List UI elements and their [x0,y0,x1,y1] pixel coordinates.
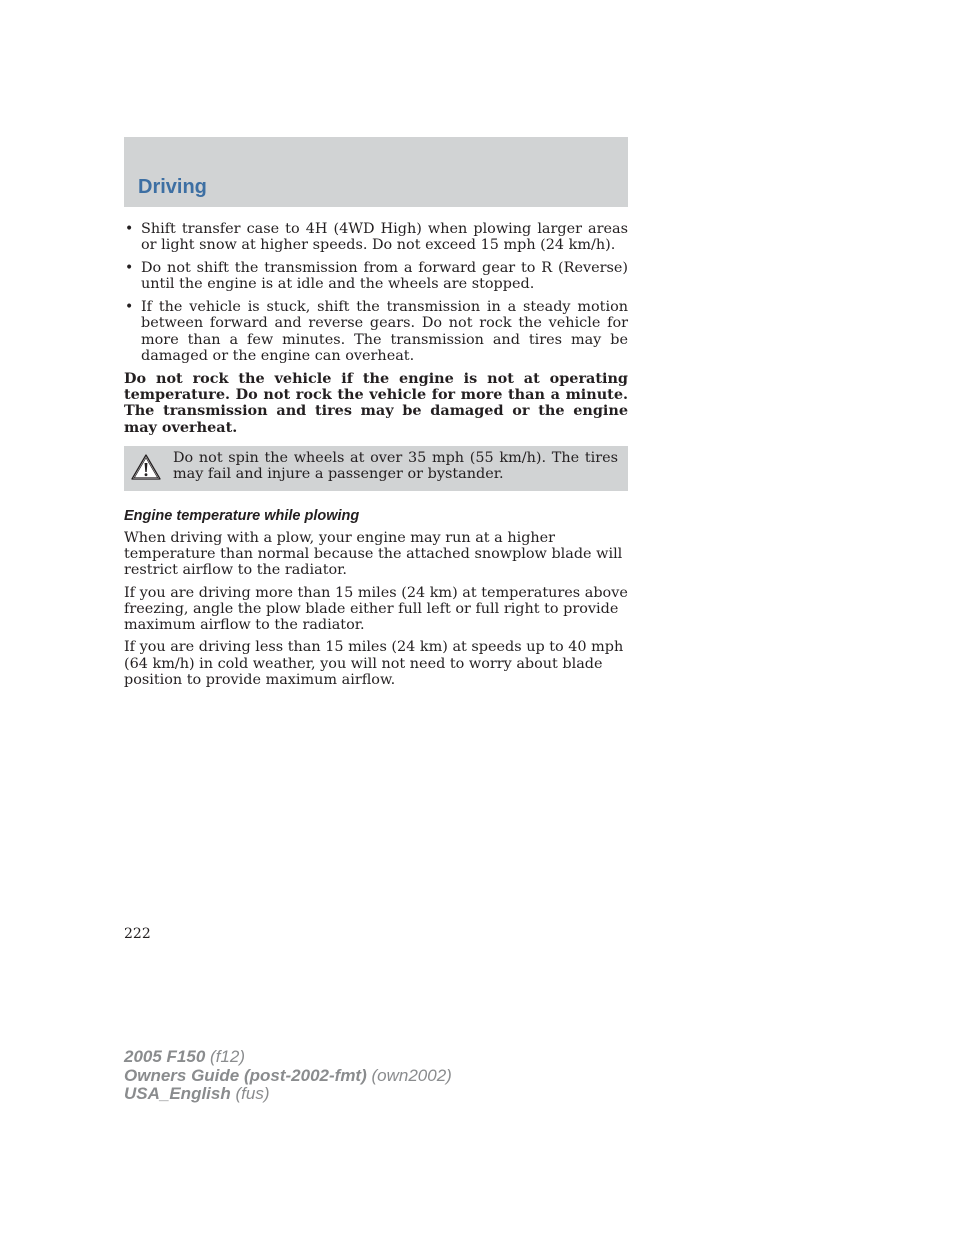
page-number: 222 [124,926,151,942]
footer-language: USA_English [124,1084,231,1103]
document-footer [124,1048,452,1104]
footer-line [124,1085,452,1104]
warning-text: Do not spin the wheels at over 35 mph (55 km/h). The tires may fail and injure a passenger or bystander. [173,450,618,483]
bullet-text: Do not shift the transmission from a forward gear to R (Reverse) until the engine is at idle and the wheels are stopped. [141,260,628,293]
footer-language-code: (fus) [235,1084,270,1103]
warning-box [124,446,628,491]
bullet-text: Shift transfer case to 4H (4WD High) when plowing larger areas or light snow at higher speeds. Do not exceed 15 mph (24 km/h). [141,221,628,254]
section-subheading: Engine temperature while plowing [124,507,360,524]
bullet-text: If the vehicle is stuck, shift the transmission in a steady motion between forward and reverse gears. Do not rock the vehicle for more than a few minutes. The transmission and tires may be damaged or the engine can overheat. [141,299,628,365]
footer-model-code: (f12) [210,1047,245,1066]
footer-guide: Owners Guide (post-2002-fmt) [124,1065,367,1085]
section-header-band [124,137,628,207]
list-item [124,221,628,254]
bullet-icon: • [125,299,134,316]
footer-guide-code: (own2002) [371,1065,452,1085]
list-item [124,299,628,364]
bullet-icon: • [125,221,134,237]
page-content [124,221,628,694]
body-paragraph: If you are driving more than 15 miles (24 km) at temperatures above freezing, angle the plow blade either full left or full right to provide maximum airflow to the radiator. [124,584,628,634]
body-paragraph: If you are driving less than 15 miles (24 km) at speeds up to 40 mph (64 km/h) in cold weather, you will not need to worry about blade position to provide maximum airflow. [124,639,624,689]
body-paragraph: When driving with a plow, your engine may run at a higher temperature than normal because the attached snowplow blade will restrict airflow to the radiator. [124,529,623,579]
bullet-list [124,221,628,364]
footer-line [124,1067,452,1086]
bold-caution-note: Do not rock the vehicle if the engine is not at operating temperature. Do not rock the vehicle for more than a minute. The transmission and tires may be damaged or the engine may overheat. [124,369,628,436]
section-title: Driving [138,176,207,198]
footer-model: 2005 F150 [124,1047,206,1066]
bullet-icon: • [125,260,134,277]
warning-triangle-icon [130,453,162,481]
footer-line [124,1048,452,1067]
list-item [124,260,628,293]
